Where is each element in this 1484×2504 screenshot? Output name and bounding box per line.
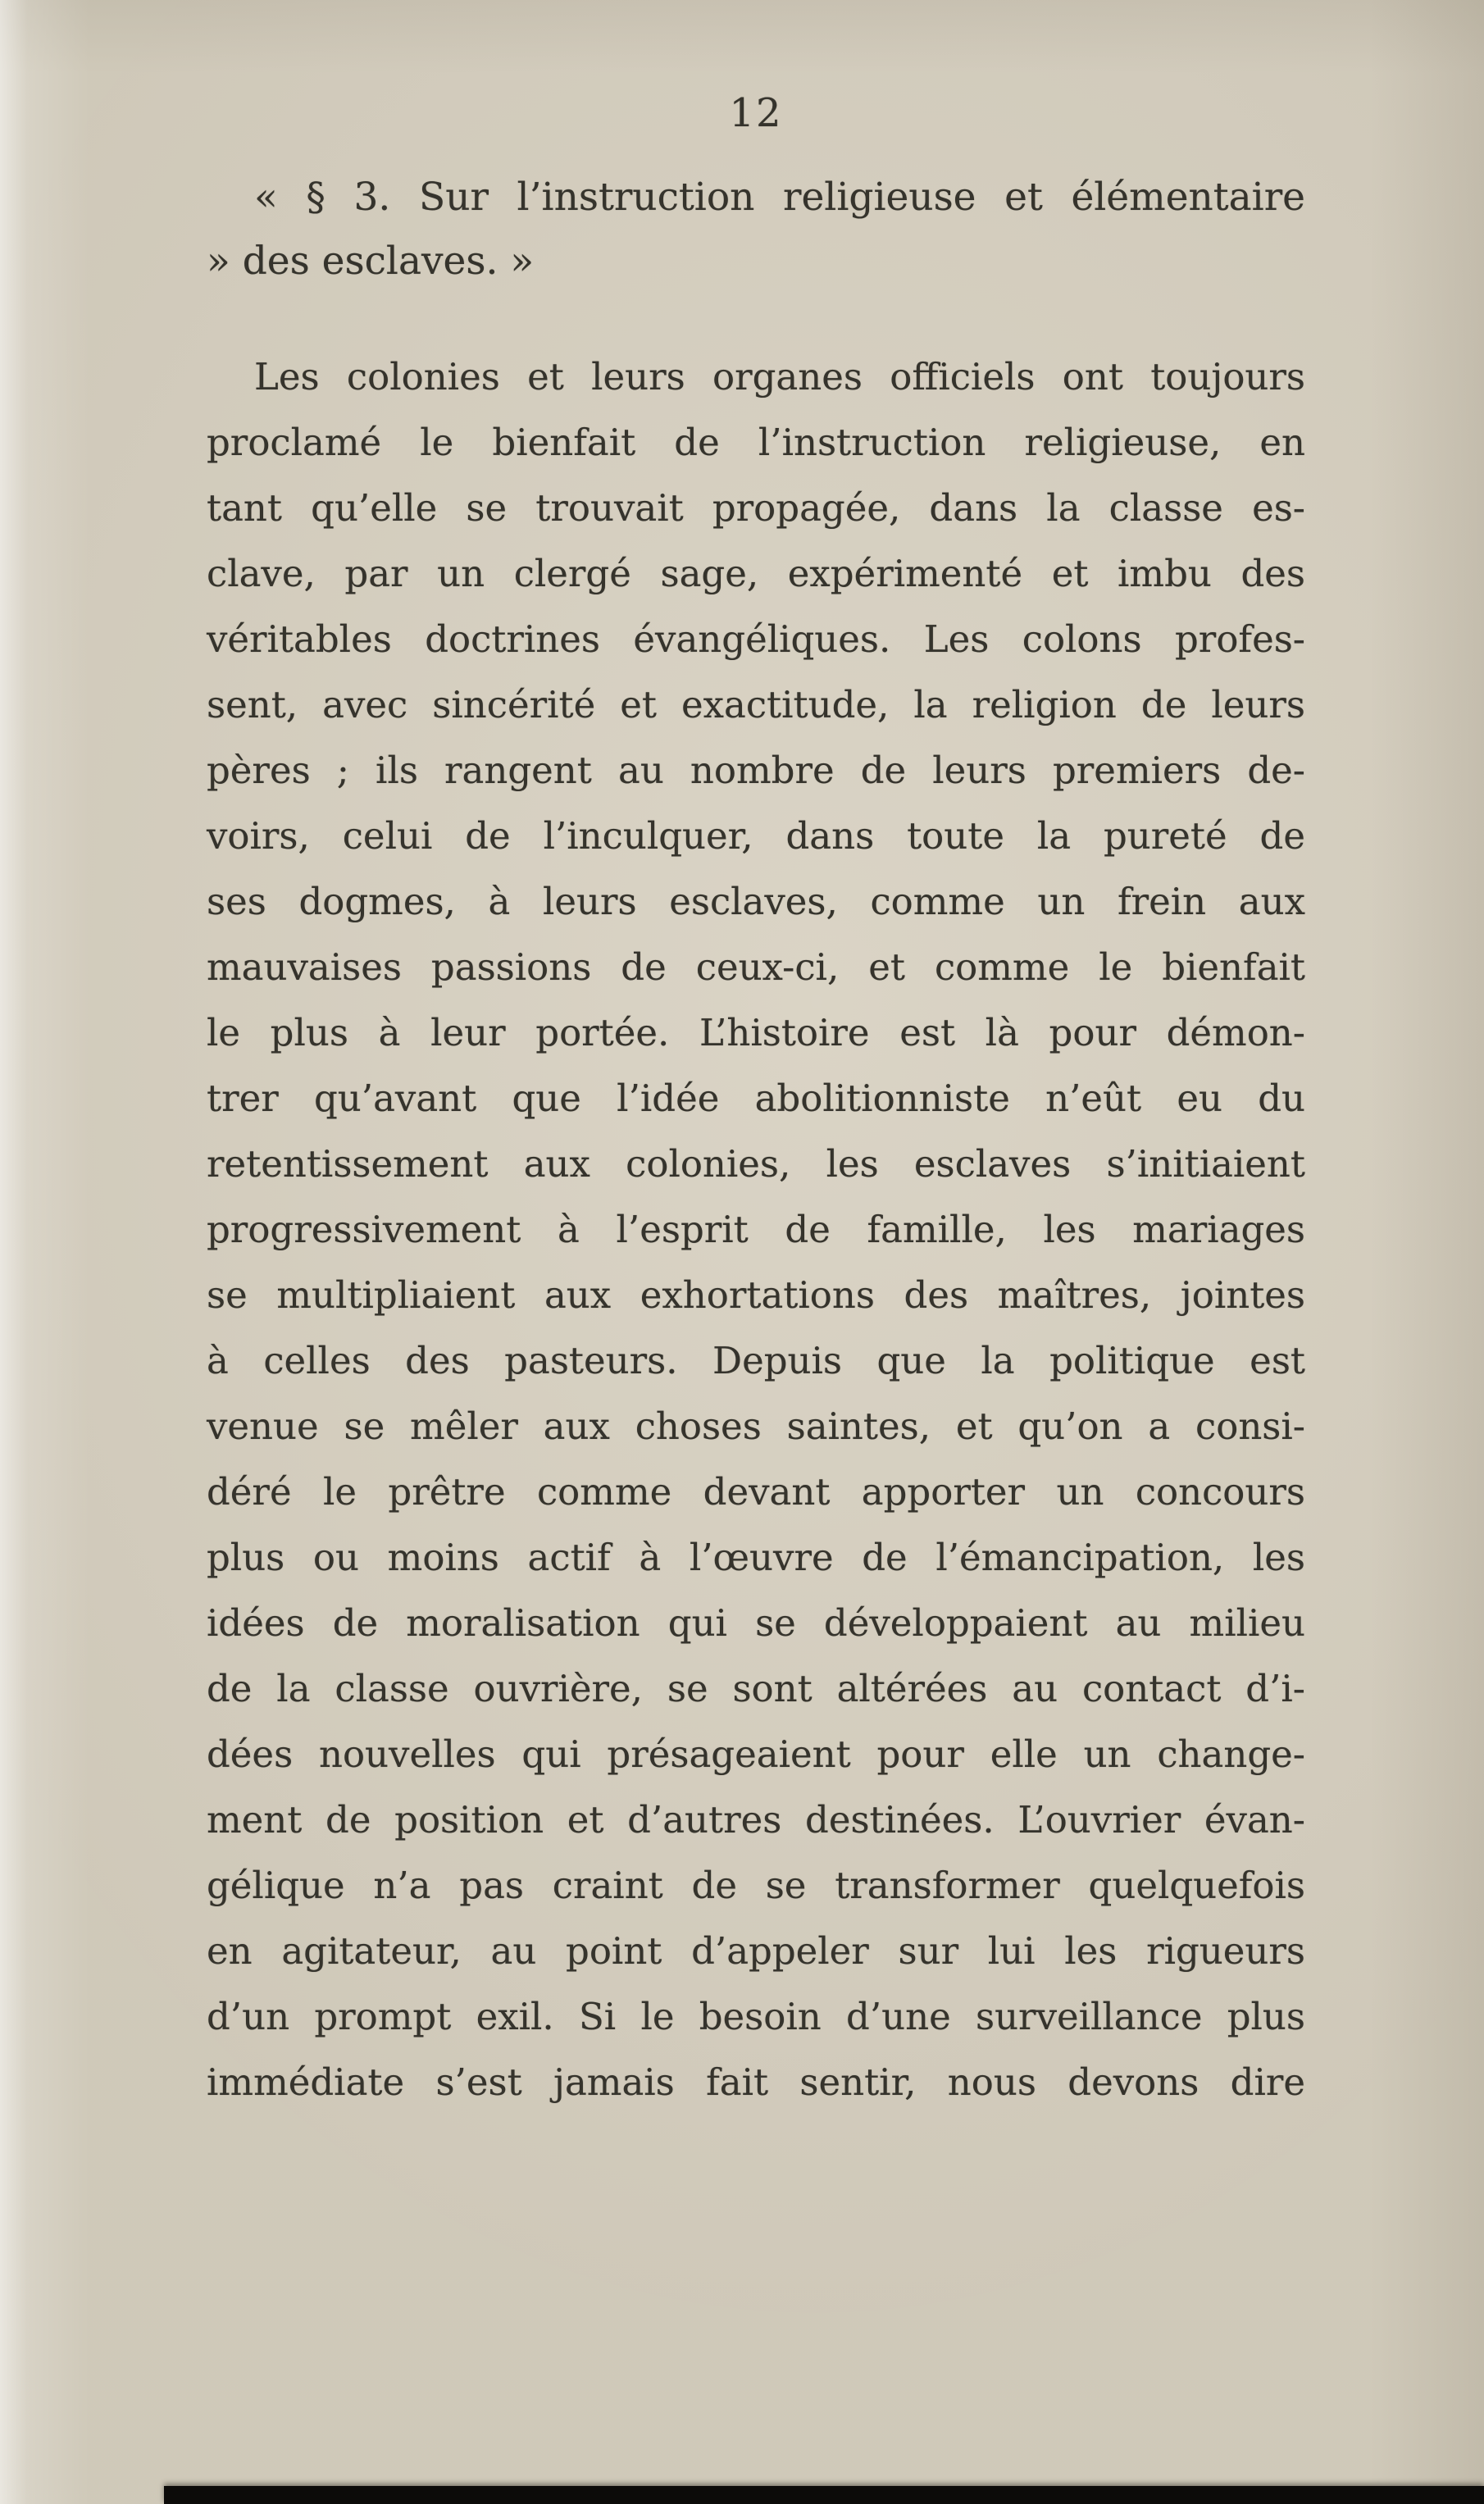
- text-line: sent, avec sincérité et exactitude, la religion de leurs: [207, 683, 1305, 726]
- text-line: véritables doctrines évangéliques. Les colons profes-: [207, 617, 1305, 661]
- body-text: [207, 344, 1305, 2115]
- page-content: [207, 89, 1305, 2115]
- page-number: 12: [729, 90, 783, 136]
- text-line: pères ; ils rangent au nombre de leurs premiers de-: [207, 749, 1305, 792]
- heading-line: « § 3. Sur l’instruction religieuse et élémentaire: [254, 175, 1305, 220]
- text-line: voirs, celui de l’inculquer, dans toute la pureté de: [207, 814, 1305, 858]
- text-line: tant qu’elle se trouvait propagée, dans la classe es-: [207, 486, 1305, 530]
- text-line: gélique n’a pas craint de se transformer quelquefois: [207, 1864, 1305, 1907]
- text-line: proclamé le bienfait de l’instruction religieuse, en: [207, 421, 1305, 464]
- text-line: retentissement aux colonies, les esclaves s’initiaient: [207, 1142, 1305, 1186]
- text-line: dées nouvelles qui présageaient pour elle un change-: [207, 1732, 1305, 1776]
- text-line: d’un prompt exil. Si le besoin d’une surveillance plus: [207, 1995, 1305, 2038]
- scan-edge-shadow: [164, 2486, 1484, 2504]
- text-line: de la classe ouvrière, se sont altérées au contact d’i-: [207, 1667, 1305, 1710]
- text-line: clave, par un clergé sage, expérimenté et imbu des: [207, 552, 1305, 595]
- text-line: déré le prêtre comme devant apporter un concours: [207, 1470, 1305, 1514]
- text-line: ment de position et d’autres destinées. L’ouvrier évan-: [207, 1798, 1305, 1842]
- text-line: mauvaises passions de ceux-ci, et comme le bienfait: [207, 945, 1305, 989]
- text-line: se multipliaient aux exhortations des maîtres, jointes: [207, 1273, 1305, 1317]
- text-line: immédiate s’est jamais fait sentir, nous devons dire: [207, 2060, 1305, 2104]
- text-line: le plus à leur portée. L’histoire est là pour démon-: [207, 1011, 1305, 1054]
- text-line: Les colonies et leurs organes officiels ont toujours: [254, 355, 1305, 398]
- section-heading: [207, 166, 1305, 294]
- text-line: progressivement à l’esprit de famille, les mariages: [207, 1208, 1305, 1251]
- text-line: venue se mêler aux choses saintes, et qu’on a consi-: [207, 1405, 1305, 1448]
- heading-line: » des esclaves. »: [207, 239, 535, 284]
- text-line: à celles des pasteurs. Depuis que la politique est: [207, 1339, 1305, 1382]
- text-line: plus ou moins actif à l’œuvre de l’émancipation, les: [207, 1536, 1305, 1579]
- text-line: en agitateur, au point d’appeler sur lui les rigueurs: [207, 1929, 1305, 1973]
- text-line: trer qu’avant que l’idée abolitionniste n’eût eu du: [207, 1077, 1305, 1120]
- text-line: ses dogmes, à leurs esclaves, comme un frein aux: [207, 880, 1305, 923]
- text-line: idées de moralisation qui se développaient au milieu: [207, 1601, 1305, 1645]
